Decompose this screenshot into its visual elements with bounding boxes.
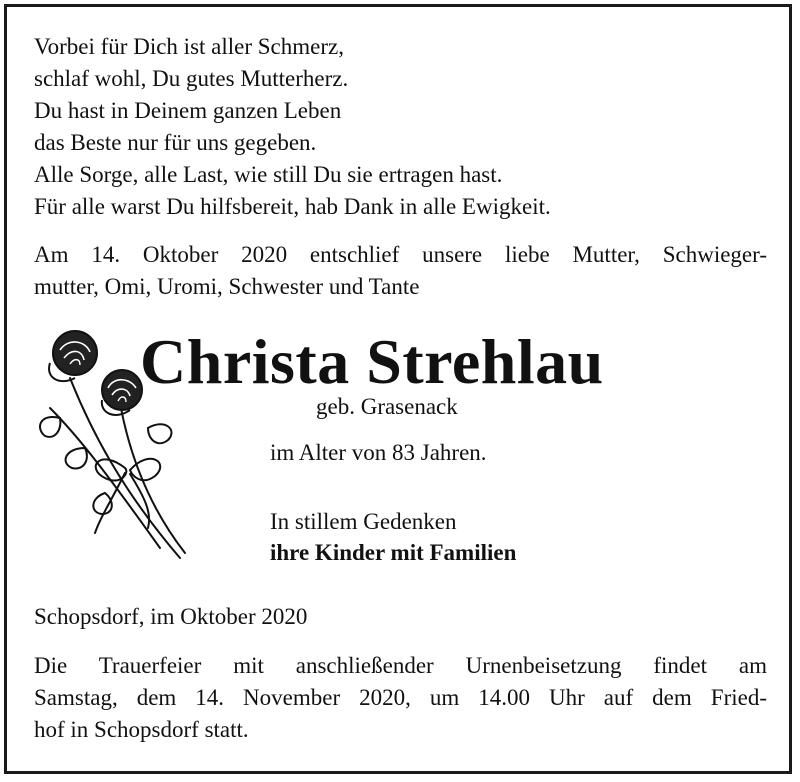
poem-line-2: schlaf wohl, Du gutes Mutterherz. (34, 66, 349, 91)
place-date: Schopsdorf, im Oktober 2020 (34, 604, 308, 629)
birth-name: geb. Grasenack (316, 394, 458, 419)
announcement-line-1: Am 14. Oktober 2020 entschlief unsere liebe Mutter, Schwieger- (34, 242, 767, 267)
mourners-line-2: ihre Kinder mit Familien (270, 540, 517, 565)
mourners-line-1: In stillem Gedenken (270, 509, 457, 534)
poem-line-4: das Beste nur für uns gegeben. (34, 130, 317, 155)
announcement-line-2: mutter, Omi, Uromi, Schwester und Tante (34, 274, 420, 299)
poem-line-1: Vorbei für Dich ist aller Schmerz, (34, 34, 344, 59)
funeral-line-3: hof in Schopsdorf statt. (34, 717, 249, 742)
poem-line-6: Für alle warst Du hilfsbereit, hab Dank in alle Ewigkeit. (34, 194, 551, 219)
age-text: im Alter von 83 Jahren. (270, 440, 487, 465)
funeral-line-1: Die Trauerfeier mit anschließender Urnenbeisetzung findet am (34, 653, 767, 678)
poem-line-5: Alle Sorge, alle Last, wie still Du sie ertragen hast. (34, 162, 503, 187)
funeral-line-2: Samstag, dem 14. November 2020, um 14.00 Uhr auf dem Fried- (34, 685, 767, 710)
deceased-name: Christa Strehlau (140, 326, 604, 397)
poem-line-3: Du hast in Deinem ganzen Leben (34, 98, 342, 123)
